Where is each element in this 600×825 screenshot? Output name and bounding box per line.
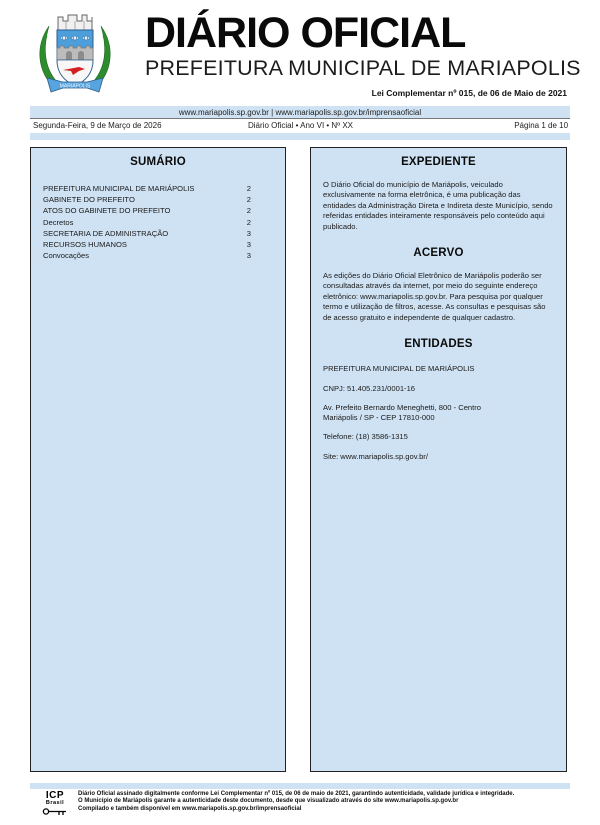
entity-address-line1: Av. Prefeito Bernardo Meneghetti, 800 - Centro xyxy=(323,403,482,413)
entidades-title: ENTIDADES xyxy=(404,338,473,351)
summary-item xyxy=(43,239,273,250)
edition-number: Diário Oficial • Ano VI • Nº XX xyxy=(248,121,354,130)
footer-line-3: Compilado e também disponível em www.mariapolis.sp.gov.br/imprensaoficial xyxy=(78,805,302,812)
icp-logo-subtext: Brasil xyxy=(45,800,65,806)
summary-item-page: 3 xyxy=(246,240,251,250)
summary-item xyxy=(43,194,273,205)
footer-line-2: O Município de Mariápolis garante a autenticidade deste documento, desde que visualizado através do site www.mariapolis.sp.gov.br xyxy=(78,798,459,805)
summary-item-page: 3 xyxy=(246,251,251,261)
summary-item-label: SECRETARIA DE ADMINISTRAÇÃO xyxy=(43,228,169,238)
entity-name: PREFEITURA MUNICIPAL DE MARIÁPOLIS xyxy=(323,364,475,374)
entity-address xyxy=(323,403,554,422)
expediente-body: O Diário Oficial do município de Mariápolis, veiculado exclusivamente na forma eletrônica, é uma publicação das entidades da Administração Direta e Indireta deste Município, sendo referidas entidades inteiramente responsáveis pelo conteúdo aqui publicado. xyxy=(323,180,553,231)
summary-item-page: 2 xyxy=(246,195,251,205)
footer-legal-text xyxy=(78,791,548,813)
summary-panel xyxy=(30,147,286,772)
page-title: DIÁRIO OFICIAL xyxy=(145,9,466,57)
icp-brasil-logo xyxy=(38,791,72,816)
summary-title: SUMÁRIO xyxy=(130,156,186,168)
summary-item-label: RECURSOS HUMANOS xyxy=(43,240,127,250)
summary-item-label: GABINETE DO PREFEITO xyxy=(43,195,135,205)
masthead xyxy=(145,9,581,80)
summary-item xyxy=(43,183,273,194)
edition-info-row xyxy=(30,118,570,132)
summary-item xyxy=(43,228,273,239)
entity-phone: Telefone: (18) 3586-1315 xyxy=(323,432,408,442)
url-bar xyxy=(30,106,570,118)
summary-item-page: 3 xyxy=(246,228,251,238)
page-subtitle: PREFEITURA MUNICIPAL DE MARIAPOLIS xyxy=(145,56,581,80)
entity-site: Site: www.mariapolis.sp.gov.br/ xyxy=(323,451,428,461)
law-reference: Lei Complementar nº 015, de 06 de Maio de 2021 xyxy=(371,88,567,98)
summary-item-page: 2 xyxy=(246,206,251,216)
url-bar-text: www.mariapolis.sp.gov.br | www.mariapolis.sp.gov.br/imprensaoficial xyxy=(178,107,422,117)
summary-list xyxy=(43,183,273,261)
acervo-body: As edições do Diário Oficial Eletrônico de Mariápolis poderão ser consultadas através da internet, por meio do seguinte endereço eletrônico: www.mariapolis.sp.gov.br. Para pesquisa por qualquer termo e utilização de filtros, acesse. As consultas e pesquisas são de acesso gratuito e independente de qualquer cadastro. xyxy=(323,271,546,322)
summary-item-label: ATOS DO GABINETE DO PREFEITO xyxy=(43,206,171,216)
header-divider-bar xyxy=(30,133,570,140)
key-icon xyxy=(42,807,68,816)
icp-logo-text: ICP xyxy=(45,790,65,801)
summary-item-page: 2 xyxy=(246,184,251,193)
expediente-title: EXPEDIENTE xyxy=(401,156,476,168)
footer-line-1: Diário Oficial assinado digitalmente conforme Lei Complementar nº 015, de 06 de maio de 2021, garantindo autenticidade, validade jurídica e integridade. xyxy=(78,791,515,797)
expediente-panel xyxy=(310,147,567,772)
edition-date: Segunda-Feira, 9 de Março de 2026 xyxy=(33,121,162,130)
summary-item-label: Decretos xyxy=(43,217,74,227)
city-crest-icon xyxy=(33,8,117,98)
summary-item xyxy=(43,250,273,261)
summary-item xyxy=(43,217,273,228)
page-indicator: Página 1 de 10 xyxy=(514,121,569,130)
entity-address-line2: Mariápolis / SP - CEP 17810-000 xyxy=(323,412,435,422)
footer-divider-bar xyxy=(30,783,570,789)
acervo-title: ACERVO xyxy=(413,247,464,260)
summary-item-page: 2 xyxy=(246,217,251,227)
crest-motto-text: MARIÁPOLIS xyxy=(59,83,91,90)
summary-item-label: PREFEITURA MUNICIPAL DE MARIÁPOLIS xyxy=(43,184,195,193)
summary-item xyxy=(43,205,273,216)
summary-item-label: Convocações xyxy=(43,251,90,261)
entity-cnpj: CNPJ: 51.405.231/0001-16 xyxy=(323,383,416,393)
